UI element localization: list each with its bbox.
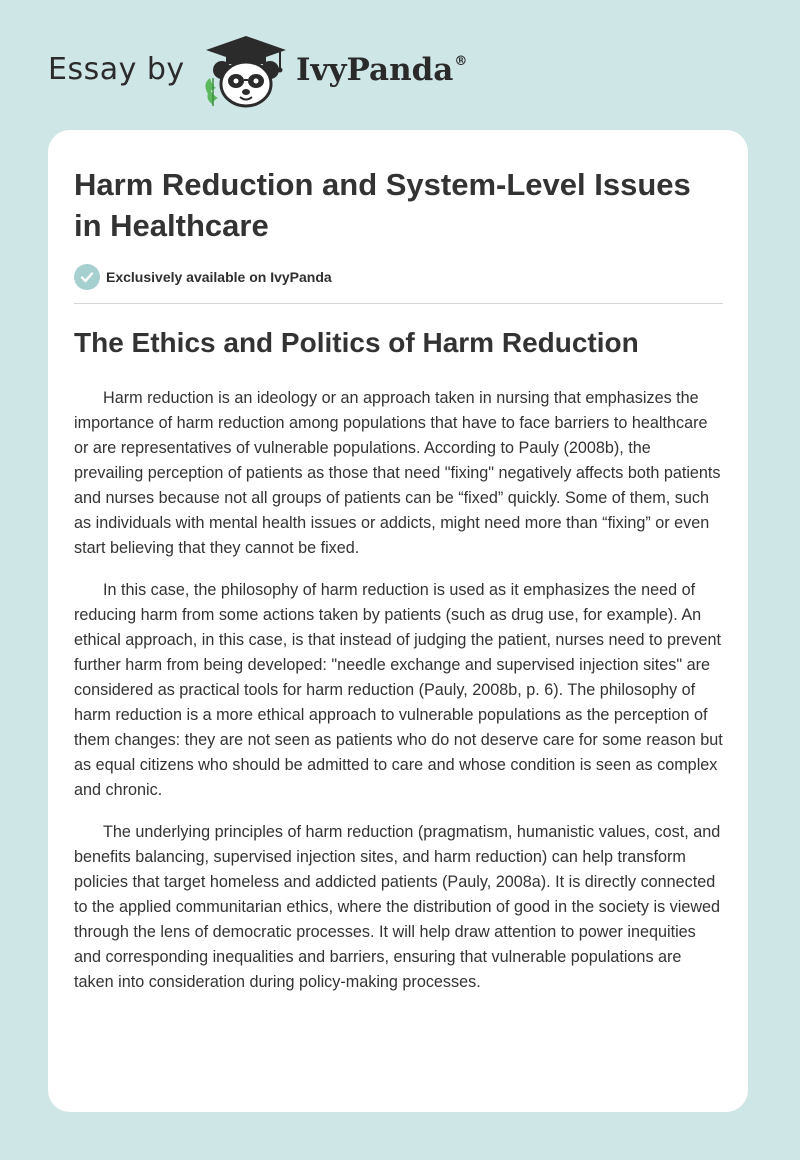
section-heading: The Ethics and Politics of Harm Reduction [74,327,639,358]
essay-by-label: Essay by [48,52,185,87]
paragraph: In this case, the philosophy of harm reduction is used as it emphasizes the need of reducing harm from some actions taken by patients (such as drug use, for example). An ethical approach, in this case, is that instead of judging the patient, nurses need to prevent further harm from being developed: "needle exchange and supervised injection sites" are considered as practical tools for harm reduction (Pauly, 2008b, p. 6). The philosophy of harm reduction is a more ethical approach to vulnerable populations as the perception of them changes: they are not seen as patients who do not deserve care for some reason but as equal citizens who should be admitted to care and whose condition is seen as complex and chronic. [74,581,723,799]
panda-graduate-icon [200,32,292,110]
site-header [0,0,800,130]
paragraph: Harm reduction is an ideology or an approach taken in nursing that emphasizes the importance of harm reduction among populations that have to face barriers to healthcare or are representatives of vulnerable populations. According to Pauly (2008b), the prevailing perception of patients as those that need "fixing" negatively affects both patients and nurses because not all groups of patients can be “fixed” quickly. Some of them, such as individuals with mental health issues or addicts, might need more than “fixing” or even start believing that they cannot be fixed. [74,389,721,557]
page-title: Harm Reduction and System-Level Issues in Healthcare [74,167,691,243]
paragraph: The underlying principles of harm reduction (pragmatism, humanistic values, cost, and benefits balancing, supervised injection sites, and harm reduction) can help transform policies that target homeless and addicted patients (Pauly, 2008a). It is directly connected to the applied communitarian ethics, where the distribution of good in the society is viewed through the lens of democratic processes. It will help draw attention to power inequities and corresponding inequalities and barriers, ensuring that vulnerable populations are taken into consideration during policy-making processes. [74,823,721,991]
check-icon [74,264,100,290]
exclusive-badge [74,264,332,290]
essay-card [48,130,748,1112]
divider [74,303,723,304]
article-body [74,386,724,1012]
brand-logo-text[interactable]: IvyPanda® [296,52,468,88]
exclusive-label: Exclusively available on IvyPanda [106,269,332,285]
